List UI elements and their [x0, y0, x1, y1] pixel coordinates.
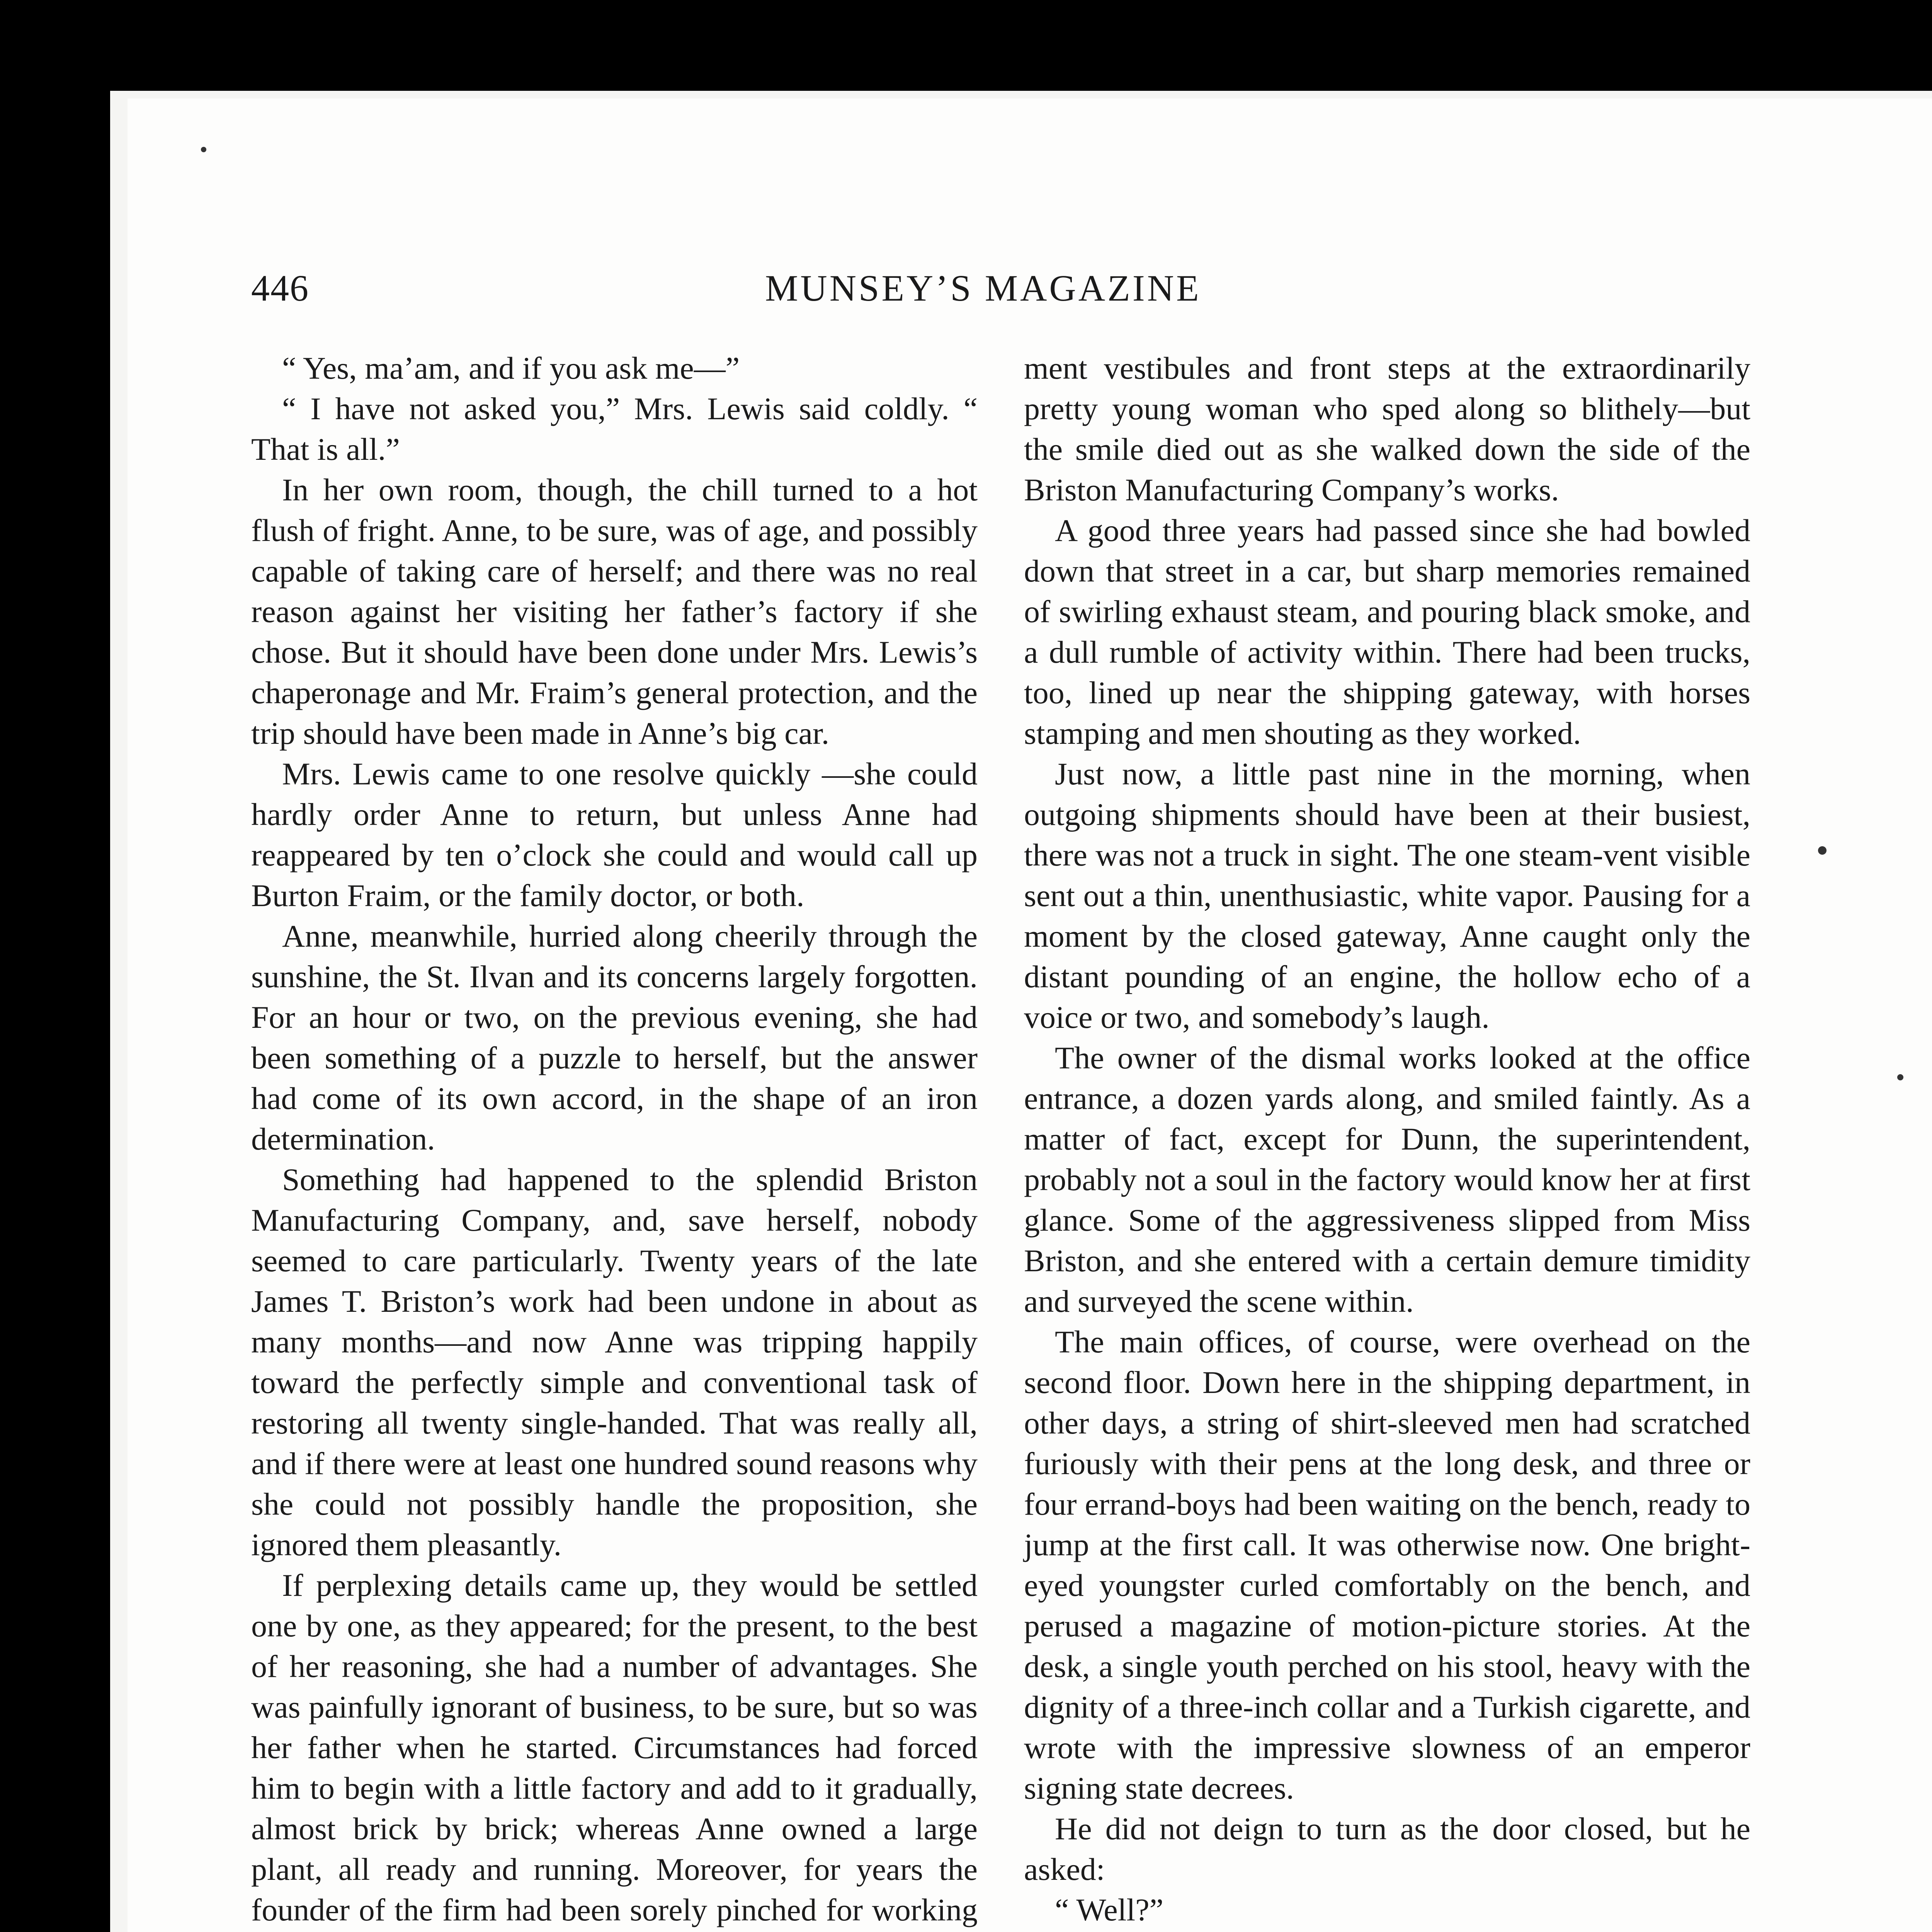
paragraph-continued: ment vestibules and front steps at the extraordinarily pretty young woman who sped along so blithely—but the smile died out as she walked down the side of the Briston Manufacturing Company’s works. — [1024, 350, 1750, 507]
paragraph: Something had happened to the splendid Briston Manufacturing Company, and, save herself, nobody seemed to care particularly. Twenty years of the late James T. Briston’s work had been undone in about as many months—and now Anne was tripping happily toward the perfectly simple and conventional task of restoring all twenty single-handed. That was really all, and if there were at least one hundred sound reasons why she could not possibly handle the proposition, she ignored them pleasantly. — [251, 1162, 978, 1562]
left-column — [251, 348, 978, 1932]
right-column — [1024, 348, 1750, 1932]
scan-speck — [1818, 846, 1827, 855]
paragraph: The owner of the dismal works looked at the office entrance, a dozen yards along, and smiled faintly. As a matter of fact, except for Dunn, the superintendent, probably not a soul in the factory would know her at first glance. Some of the aggressiveness slipped from Miss Briston, and she entered with a certain demure timidity and surveyed the scene within. — [1024, 1040, 1750, 1319]
paragraph: The main offices, of course, were overhead on the second floor. Down here in the shipping department, in other days, a string of shirt-sleeved men had scratched furiously with their pens at the long desk, and three or four errand-boys had been waiting on the bench, ready to jump at the first call. It was otherwise now. One bright-eyed youngster curled comfortably on the bench, and perused a magazine of motion-picture stories. At the desk, a single youth perched on his stool, heavy with the dignity of a three-inch collar and a Turkish cigarette, and wrote with the impressive slowness of an emperor signing state decrees. — [1024, 1324, 1750, 1806]
paragraph — [1024, 1930, 1750, 1932]
scan-speck — [201, 147, 206, 152]
scan-speck — [1897, 1074, 1903, 1080]
paragraph: Just now, a little past nine in the morning, when outgoing shipments should have been at their busiest, there was not a truck in sight. The one steam-vent visible sent out a thin, unenthusiastic, white vapor. Pausing for a moment by the closed gateway, Anne caught only the distant pounding of an engine, the hollow echo of a voice or two, and somebody’s laugh. — [1024, 756, 1750, 1035]
paragraph: If perplexing details came up, they would be settled one by one, as they appeared; for the present, to the best of her reasoning, she had a number of advantages. She was painfully ignorant of business, to be sure, but so was her father when he started. Circumstances had forced him to begin with a little factory and add to it gradually, almost brick by brick; whereas Anne owned a large plant, all ready and running. Moreover, for years the founder of the firm had been sorely pinched for working — [251, 1568, 978, 1927]
paragraph: A good three years had passed since she had bowled down that street in a car, but sharp memories remained of swirling exhaust steam, and pouring black smoke, and a dull rumble of activity within. There had been trucks, too, lined up near the shipping gateway, with horses stamping and men shouting as they worked. — [1024, 513, 1750, 751]
magazine-title: MUNSEY’S MAGAZINE — [765, 267, 1201, 309]
paragraph: He did not deign to turn as the door closed, but he asked: — [1024, 1811, 1750, 1887]
running-head — [251, 267, 1236, 317]
page-number: 446 — [251, 267, 309, 309]
paragraph: Anne, meanwhile, hurried along cheerily through the sunshine, the St. Ilvan and its concerns largely forgotten. For an hour or two, on the previous evening, she had been something of a puzzle to herself, but the answer had come of its own accord, in the shape of an iron determination. — [251, 918, 978, 1156]
paragraph: “ I have not asked you,” Mrs. Lewis said coldly. “ That is all.” — [251, 391, 978, 467]
paragraph: Mrs. Lewis came to one resolve quickly —she could hardly order Anne to return, but unless Anne had reappeared by ten o’clock she could and would call up Burton Fraim, or the family doctor, or both. — [251, 756, 978, 913]
paragraph: “ Yes, ma’am, and if you ask me—” — [282, 350, 740, 386]
paragraph: “ Well?” — [1055, 1892, 1163, 1927]
paragraph: In her own room, though, the chill turned to a hot flush of fright. Anne, to be sure, was of age, and possibly capable of taking care of herself; and there was no real reason against her visiting her father’s factory if she chose. But it should have been done under Mrs. Lewis’s chaperonage and Mr. Fraim’s general protection, and the trip should have been made in Anne’s big car. — [251, 472, 978, 751]
